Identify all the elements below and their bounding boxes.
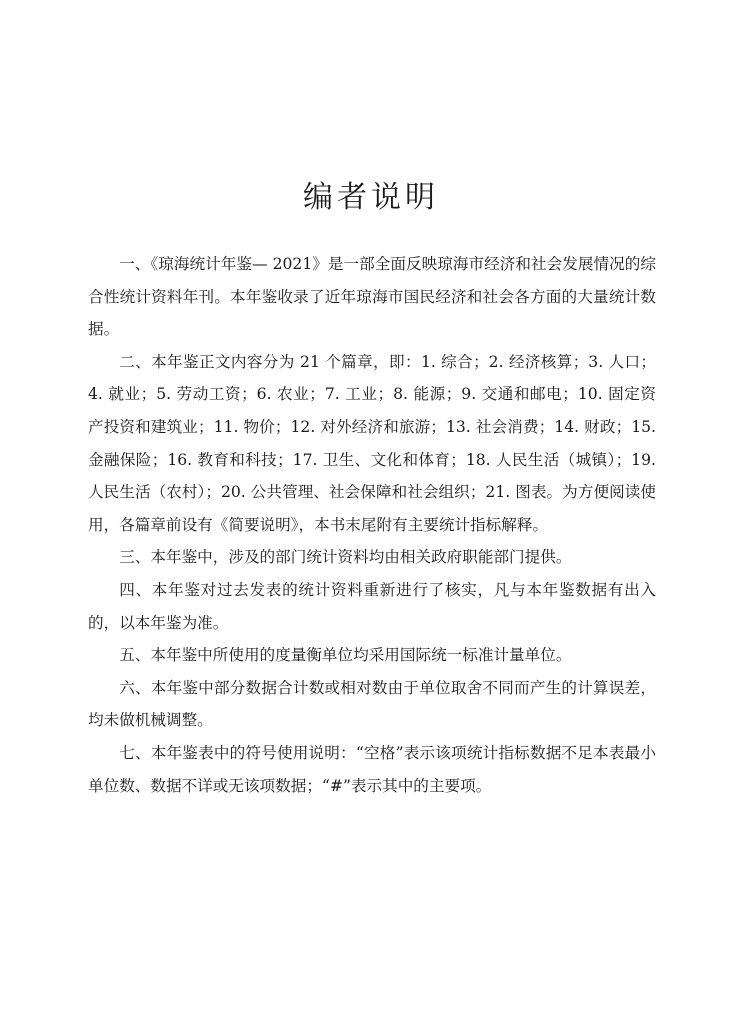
document-body xyxy=(88,248,656,802)
paragraph-6: 六、本年鉴中部分数据合计数或相对数由于单位取舍不同而产生的计算误差，均未做机械调整。 xyxy=(88,678,656,730)
paragraph-2: 二、本年鉴正文内容分为 21 个篇章，即：1. 综合；2. 经济核算；3. 人口；4. 就业；5. 劳动工资；6. 农业；7. 工业；8. 能源；9. 交通和邮电；10. 固定资产投资和建筑业；11. 物价；12. 对外经济和旅游；13. 社会消费；14. 财政；15. 金融保险；16. 教育和科技；17. 卫生、文化和体育；18. 人民生活（城镇）；19. 人民生活（农村）；20. 公共管理、社会保障和社会组织；21. 图表。为方便阅读使用，各篇章前设有《简要说明》，本书末尾附有主要统计指标解释。 xyxy=(88,352,656,534)
paragraph-3: 三、本年鉴中，涉及的部门统计资料均由相关政府职能部门提供。 xyxy=(119,548,572,567)
page-title: 编者说明 xyxy=(303,180,439,215)
paragraph-7: 七、本年鉴表中的符号使用说明：“空格”表示该项统计指标数据不足本表最小单位数、数据不详或无该项数据；“#”表示其中的主要项。 xyxy=(88,743,656,795)
paragraph-5: 五、本年鉴中所使用的度量衡单位均采用国际统一标准计量单位。 xyxy=(119,646,572,665)
paragraph-4: 四、本年鉴对过去发表的统计资料重新进行了核实，凡与本年鉴数据有出入的，以本年鉴为准。 xyxy=(88,580,656,632)
paragraph-1: 一、《琼海统计年鉴— 2021》是一部全面反映琼海市经济和社会发展情况的综合性统计资料年刊。本年鉴收录了近年琼海市国民经济和社会各方面的大量统计数据。 xyxy=(88,255,656,339)
